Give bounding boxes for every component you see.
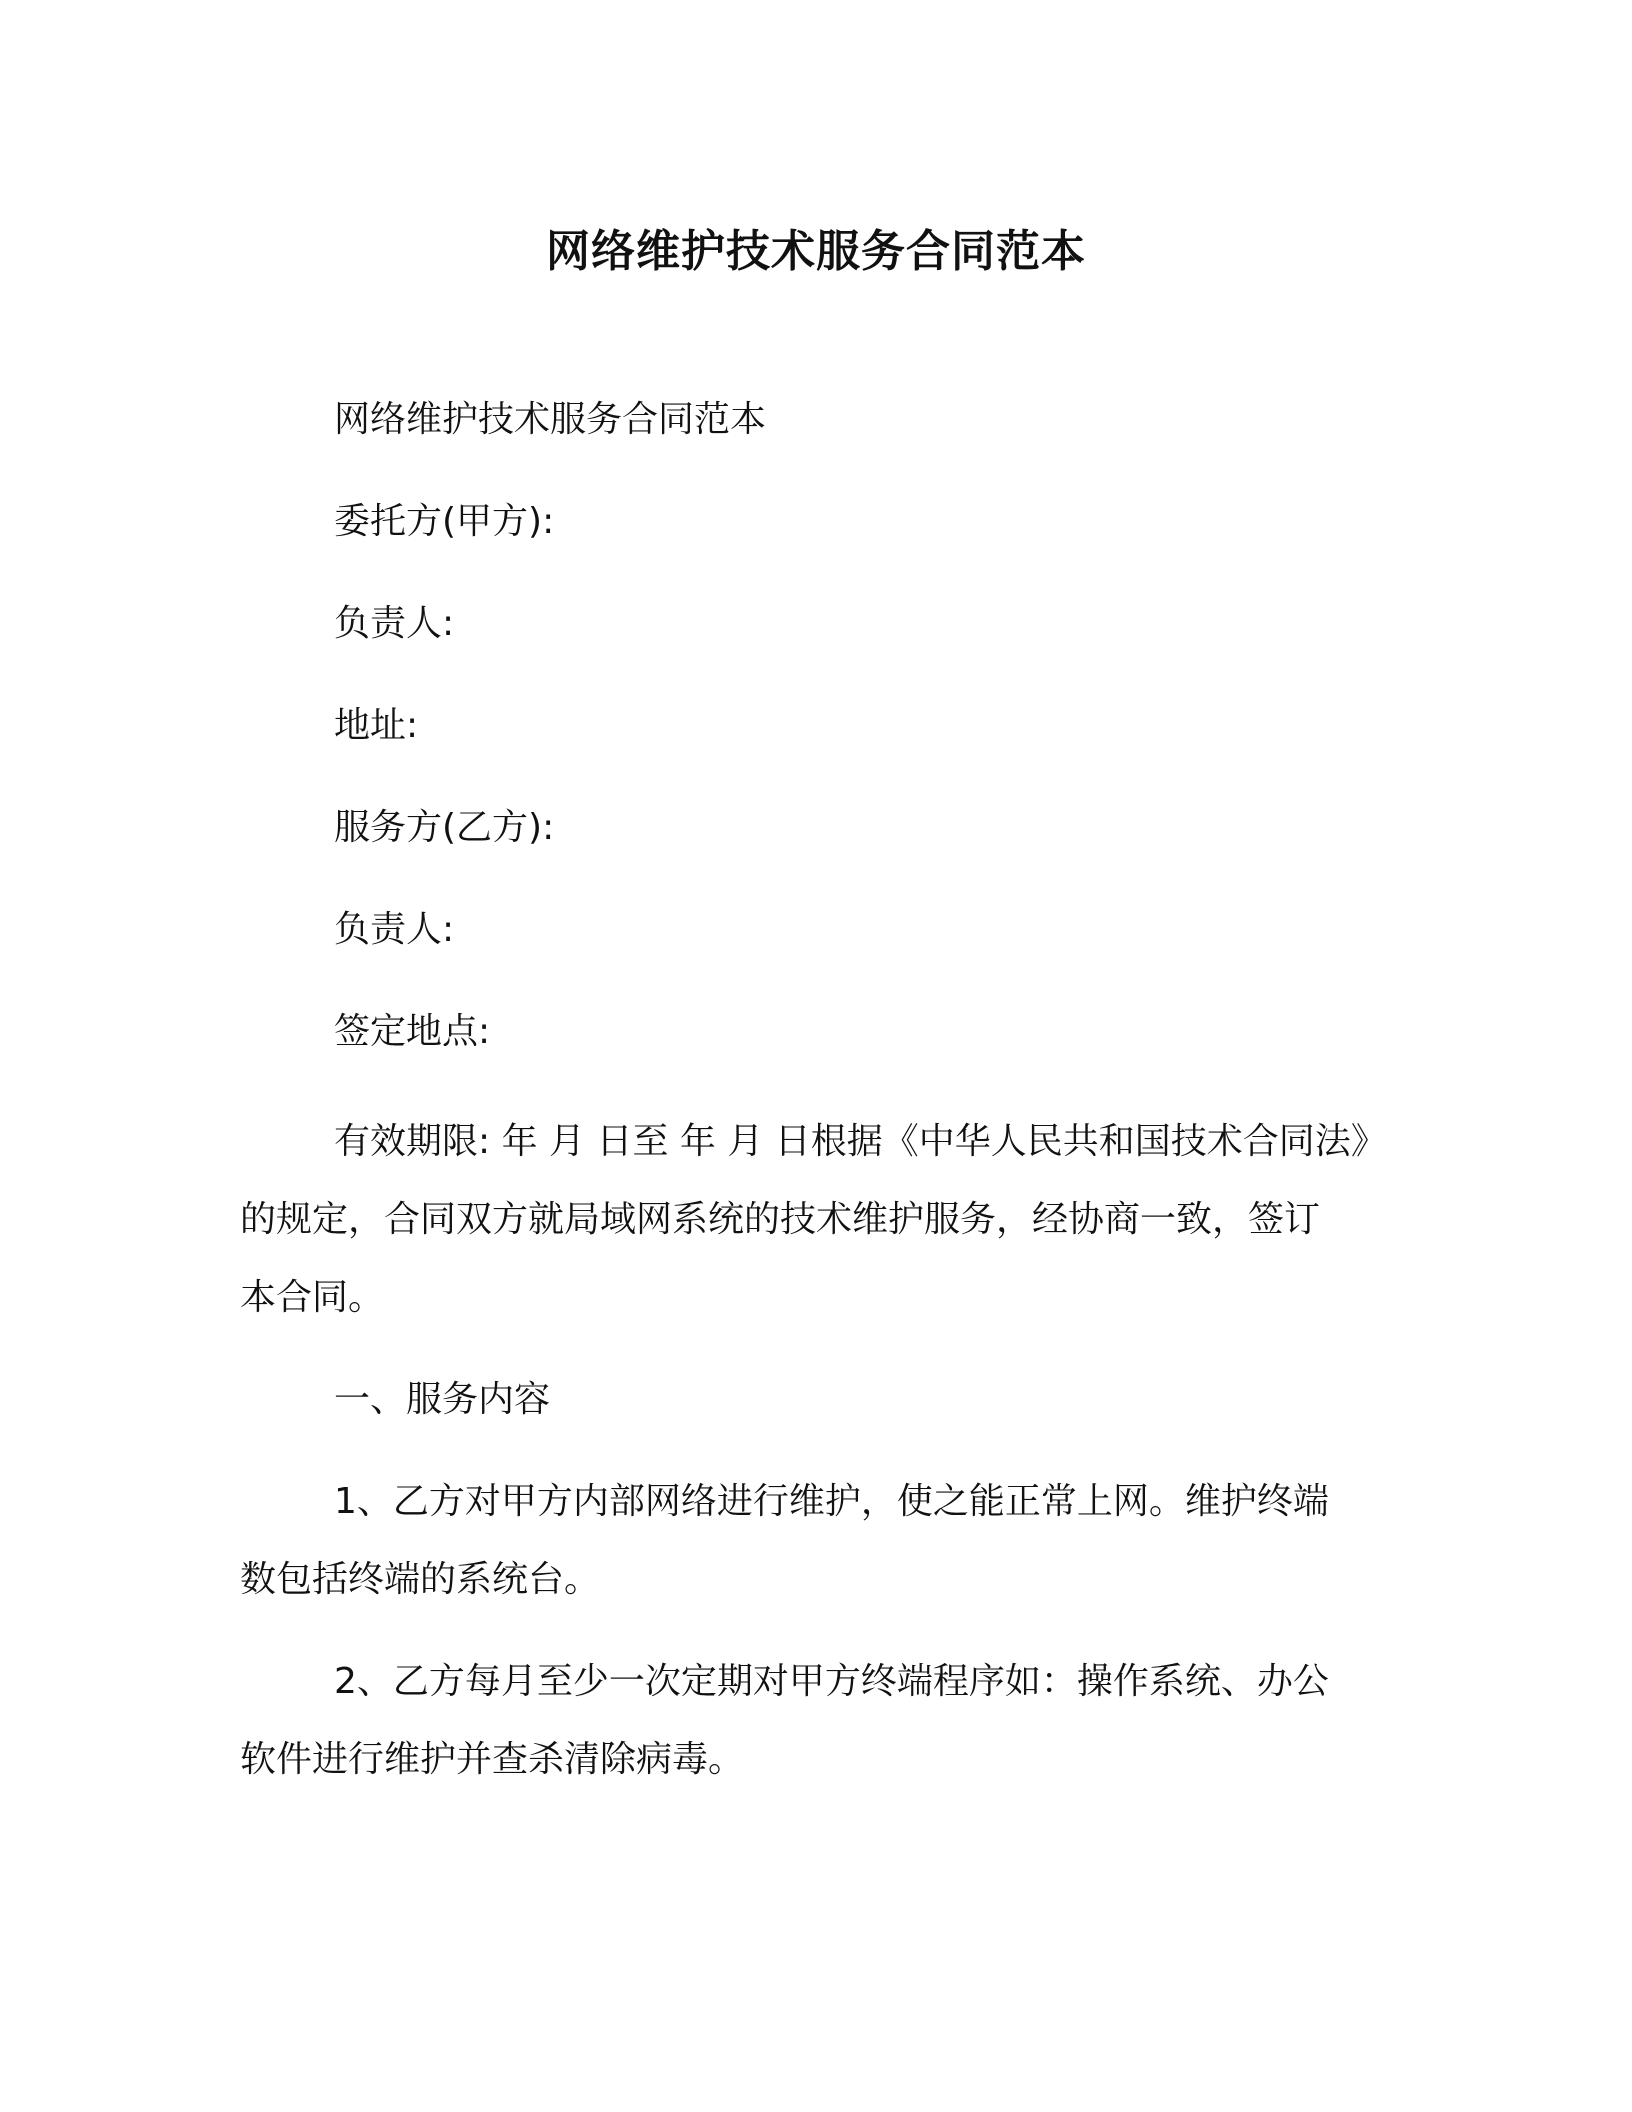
intro-line-2: 的规定，合同双方就局域网系统的技术维护服务，经协商一致，签订 bbox=[240, 1199, 1321, 1240]
client-person-field: 负责人: bbox=[334, 603, 455, 644]
document-title: 网络维护技术服务合同范本 bbox=[546, 226, 1086, 277]
sign-place-field: 签定地点: bbox=[334, 1011, 491, 1052]
section-1-item-2-line-2: 软件进行维护并查杀清除病毒。 bbox=[240, 1739, 745, 1780]
section-1-item-2-line-1: 2、乙方每月至少一次定期对甲方终端程序如：操作系统、办公 bbox=[334, 1661, 1329, 1702]
provider-person-field: 负责人: bbox=[334, 909, 455, 950]
address-field: 地址: bbox=[334, 705, 419, 746]
intro-line-1: 有效期限: 年 月 日至 年 月 日根据《中华人民共和国技术合同法》 bbox=[334, 1121, 1387, 1162]
intro-line-3: 本合同。 bbox=[240, 1277, 385, 1318]
provider-field: 服务方(乙方): bbox=[334, 807, 555, 848]
section-1-item-1-line-1: 1、乙方对甲方内部网络进行维护，使之能正常上网。维护终端 bbox=[334, 1481, 1329, 1522]
section-1-item-1-line-2: 数包括终端的系统台。 bbox=[240, 1559, 601, 1600]
client-field: 委托方(甲方): bbox=[334, 501, 555, 542]
section-1-heading: 一、服务内容 bbox=[334, 1379, 551, 1420]
document-subtitle: 网络维护技术服务合同范本 bbox=[334, 399, 767, 440]
